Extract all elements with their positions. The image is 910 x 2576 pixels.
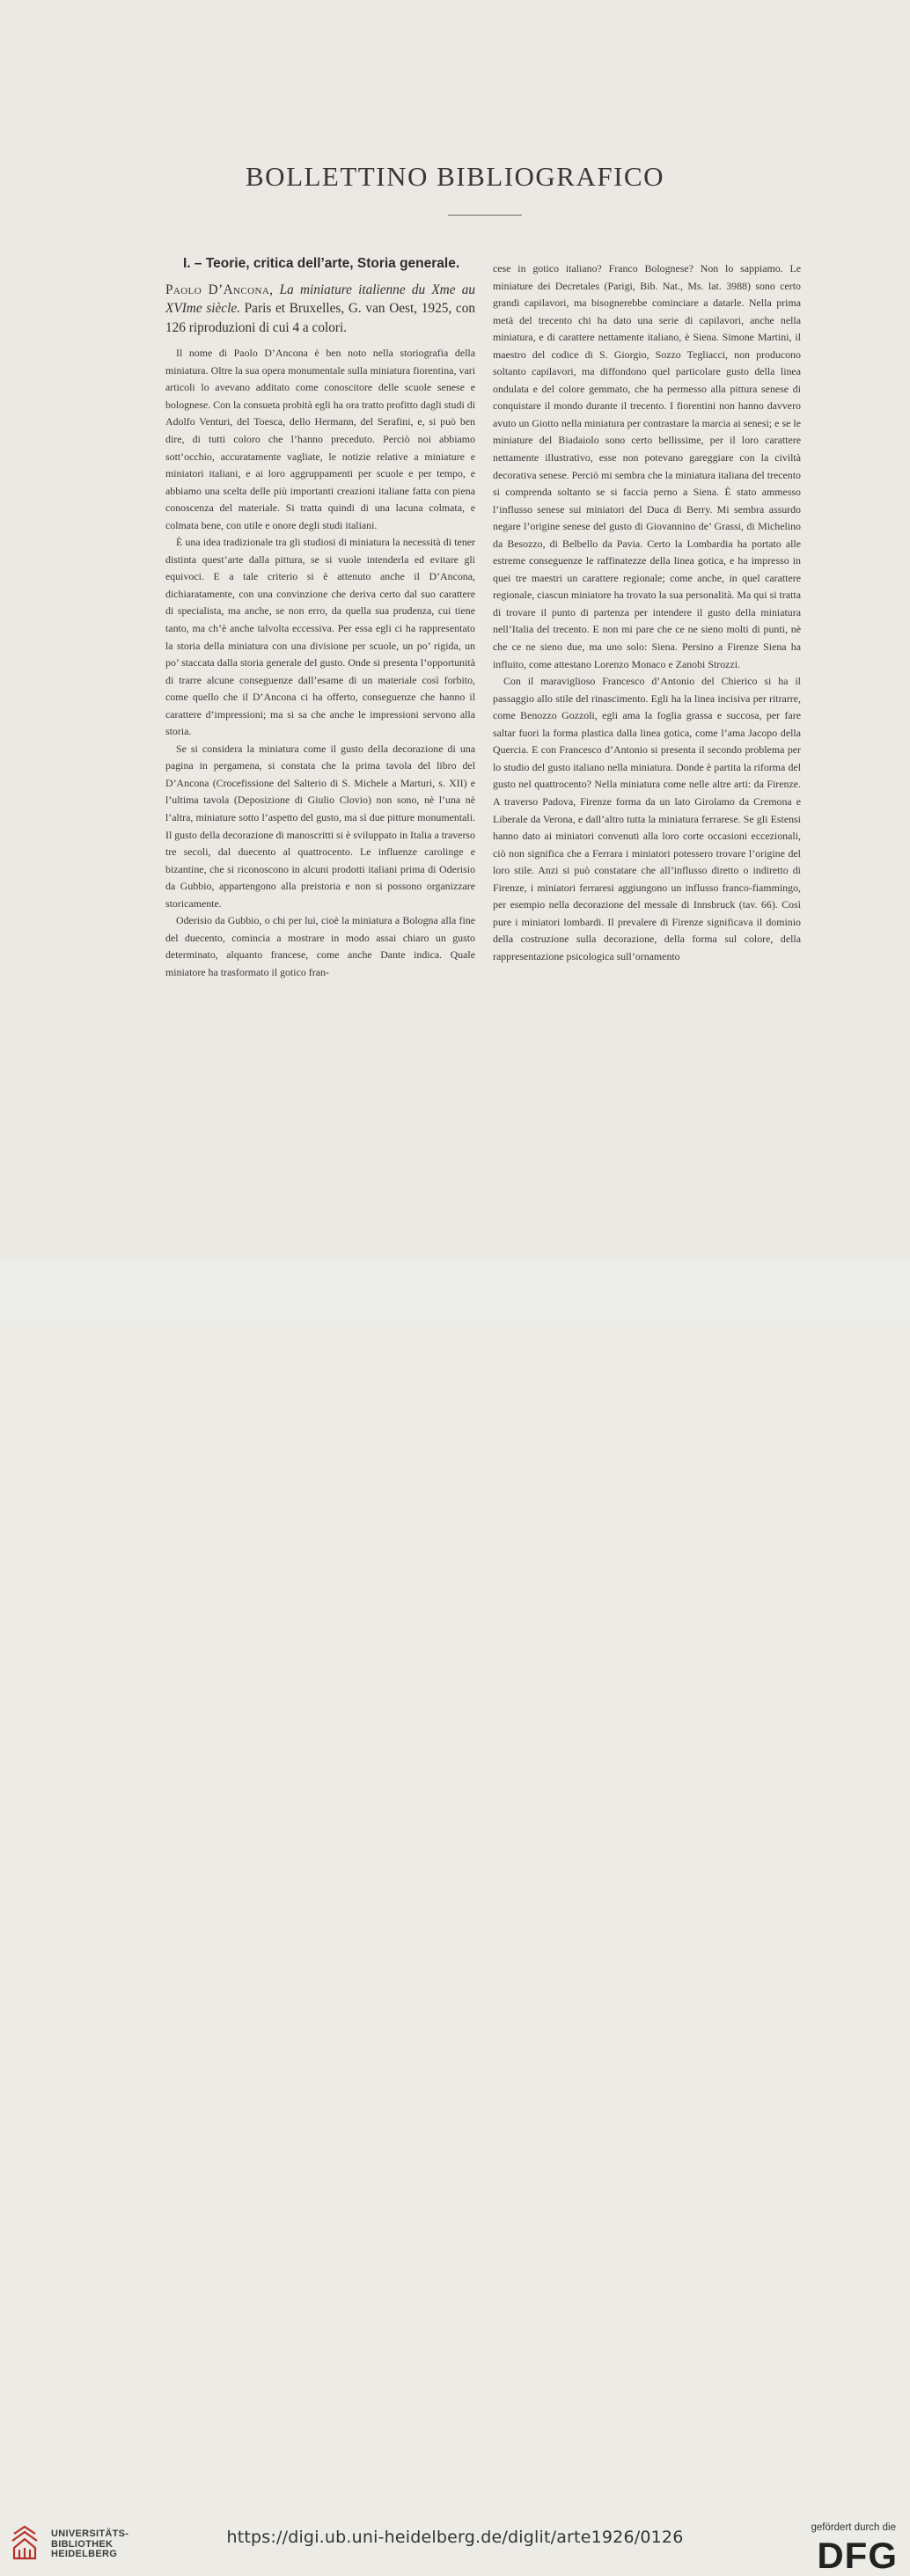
permalink-url[interactable]: https://digi.ub.uni-heidelberg.de/diglit/arte1926/0126 bbox=[226, 2528, 684, 2547]
paragraph: Con il maraviglioso Francesco d’Antonio del Chierico si ha il passaggio allo stile del rinascimento. Egli ha la linea incisiva per ritrarre, come Benozzo Gozzoli, egli ama la foglia grassa e succosa, per fare saltar fuori la forma plastica dalla linea gotica, come l’ama Jacopo della Quercia. E con Francesco d’Antonio si presenta il secondo problema per lo studio del gusto italiano nella miniatura. Donde è partita la riforma del gusto nel quattrocento? Nella miniatura come nelle altre arti: da Firenze. A traverso Padova, Firenze forma da un lato Girolamo da Cremona e Liberale da Verona, e dall’altro tutta la miniatura ferrarese. Se gli Estensi hanno dato ai miniatori convenuti alla loro corte occasioni eccezionali, ciò non significa che a Ferrara i miniatori potessero trovare l’origine del loro stile. Anzi si può constatare che all’influsso diretto o indiretto di Firenze, i miniatori ferraresi aggiungono un influsso franco-fiammingo, per esempio nella decorazione del messale di Innsbruck (tav. 66). Così pure i miniatori lombardi. Il prevalere di Firenze significava il dominio della costruzione sulla decorazione, della forma sul colore, della rappresentazione psicologica sull’ornamento bbox=[493, 675, 801, 962]
paragraph: Oderisio da Gubbio, o chi per lui, cioè la miniatura a Bologna alla fine del duecento, comincia a mostrare in modo assai chiaro un gusto determinato, alquanto francese, come anche Dante indica. Quale miniatore ha trasformato il gotico fran- bbox=[165, 914, 475, 978]
library-line: UNIVERSITÄTS- bbox=[51, 2528, 129, 2539]
paragraph: È una idea tradizionale tra gli studiosi di miniatura la necessità di tener distinta quest’arte dalla pittura, se si vuole intenderla ed evitare gli equivoci. E a tale criterio si è attenuto anche il D’Ancona, dichiaratamente, con una convinzione che deriva certo dal suo carattere di specialista, ma anche, se non erro, da quella sua prudenza, cui tiene tanto, ma ch’è anche talvolta eccessiva. Per essa egli ci ha rappresentato la storia della miniatura con una divisione per scuole, un po’ rigida, un po’ staccata dalla storia generale del gusto. Onde si presenta l’opportunità di trarre alcune conseguenze dall’esame di un materiale così forbito, come quello che il D’Ancona ci ha offerto, conseguenze che hanno il carattere d’impressioni; ma si sa che anche le impressioni servono alla storia. bbox=[165, 536, 475, 738]
entry-work-title: La miniature italienne du Xme au XVIme siècle. bbox=[165, 282, 475, 317]
scanned-page bbox=[0, 0, 910, 1258]
right-column bbox=[493, 260, 801, 965]
entry-publication: Paris et Bruxelles, G. van Oest, 1925, con 126 riproduzioni di cui 4 a colori. bbox=[165, 301, 475, 335]
page-title: BOLLETTINO BIBLIOGRAFICO bbox=[246, 161, 664, 192]
left-column bbox=[165, 252, 475, 981]
bibliographic-entry bbox=[165, 281, 475, 337]
paragraph: Se si considera la miniatura come il gusto della decorazione di una pagina in pergamena, si constata che la prima tavola del libro del D’Ancona (Crocefissione del Salterio di S. Michele a Marturi, s. XII) e l’ultima tavola (Deposizione di Giulio Clovio) non sono, nè l’una nè l’altra, miniature sotto l’aspetto del gusto, ma sì due pitture monumentali. Il gusto della decorazione di manoscritti si è sviluppato in Italia a traverso tre secoli, dal duecento al quattrocento. Le influenze carolinge e bizantine, che si riconoscono in alcuni prodotti italiani prima di Oderisio da Gubbio, appartengono alla preistoria e non si possono organizzare storicamente. bbox=[165, 742, 475, 910]
funding-label: gefördert durch die bbox=[811, 2522, 896, 2533]
section-heading: I. – Teorie, critica dell’arte, Storia generale. bbox=[183, 256, 460, 271]
viewer-footer bbox=[0, 1258, 910, 2576]
library-line: BIBLIOTHEK bbox=[51, 2538, 114, 2550]
paragraph: cese in gotico italiano? Franco Bolognese? Non lo sappiamo. Le miniature dei Decretales (Parigi, Bib. Nat., Ms. lat. 3988) sono certo grandi capilavori, ma bisognerebbe cominciare a datarle. Nella prima metà del trecento chi ha dato una serie di capilavori, anche nella miniatura, e di carattere nettamente italiano, è Siena. Simone Martini, il maestro del codice di S. Giorgio, Sozzo Tegliacci, non producono soltanto capilavori, ma diffondono quel particolare gusto della linea ondulata e del colore gemmato, che ha permesso alla pittura senese di conquistare il mondo durante il trecento. I fiorentini non hanno davvero avuto un Giotto nella miniatura per contrastare la marcia ai senesi; e se le miniature del Biadaiolo sono certo bellissime, per il loro carattere nettamente illustrativo, esse non potevano gareggiare con la civiltà decorativa senese. Perciò mi sembra che la miniatura italiana del trecento si comprenda soltanto se si faccia perno a Siena. È stato ammesso l’influsso senese sui miniatori del Duca di Berry. Mi sembra assurdo negare l’origine senese del gusto di Giovannino de’ Grassi, di Michelino da Besozzo, di Belbello da Pavia. Certo la Lombardia ha portato alle estreme conseguenze le raffinatezze della linea gotica, e ha impresso in quei tre maestri un carattere regionale; come anche, in quel carattere regionale, ciascun miniatore ha trovato la sua personalità. Ma qui si tratta di trovare il punto di partenza per intendere il gusto della miniatura nell’Italia del trecento. E non mi pare che ce ne sieno molti di punti, nè che ce ne sieno due, ma uno solo: Siena. Persino a Firenze Siena ha influito, come attestano Lorenzo Monaco e Zanobi Strozzi. bbox=[493, 262, 801, 670]
entry-author: Paolo D’Ancona, bbox=[165, 282, 274, 297]
paragraph: Il nome di Paolo D’Ancona è ben noto nella storiografia della miniatura. Oltre la sua opera monumentale sulla miniatura fiorentina, vari articoli lo avevano additato come conoscitore delle scuole senese e bolognese. Con la consueta probità egli ha ora tratto profitto dagli studi di Adolfo Venturi, del Toesca, dello Hermann, del Serafini, e, si può ben dire, di tutti coloro che l’hanno preceduto. Perciò noi abbiamo sott’occhio, accuratamente vagliate, le notizie relative a miniature e miniatori italiani, e ai loro aggruppamenti per scuole e per tempo, e abbiamo una scelta delle più importanti creazioni italiane fatta con piena conoscenza del materiale. Si tratta quindi di una lacuna colmata, e colmata bene, con utile e onore degli studi italiani. bbox=[165, 347, 475, 531]
library-line: HEIDELBERG bbox=[51, 2549, 118, 2559]
title-divider bbox=[448, 215, 522, 216]
dfg-logo[interactable]: DFG bbox=[817, 2535, 898, 2576]
